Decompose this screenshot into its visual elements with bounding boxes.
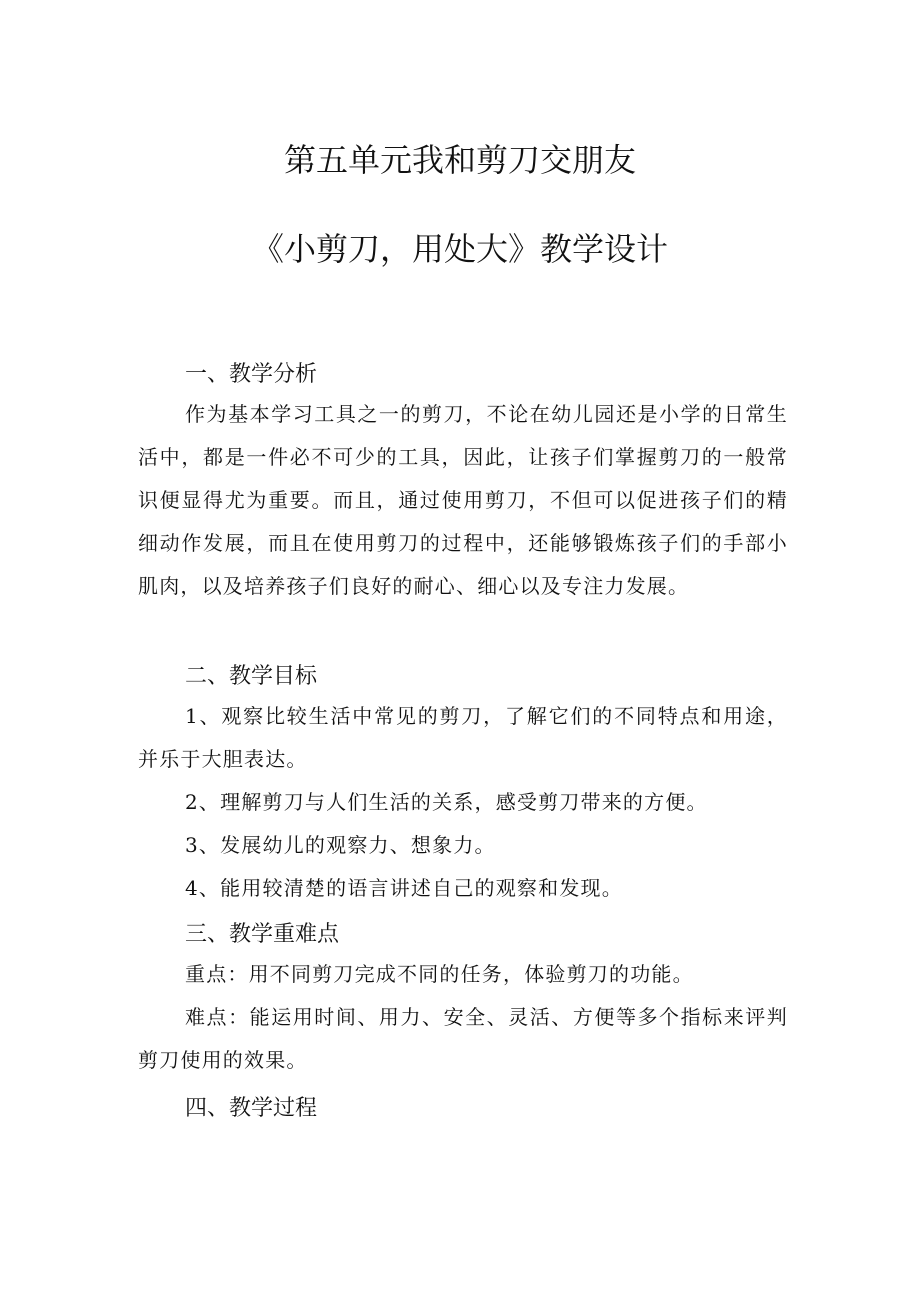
difficulty-text: 难点：能运用时间、用力、安全、灵活、方便等多个指标来评判剪刀使用的效果。 [138,1005,788,1072]
section-heading-key-points: 三、教学重难点 [185,922,340,947]
section-heading-objectives: 二、教学目标 [185,664,318,689]
lesson-title: 《小剪刀，用处大》教学设计 [251,230,668,268]
objective-item-4: 4、能用较清楚的语言讲述自己的观察和发现。 [185,876,623,900]
unit-title: 第五单元我和剪刀交朋友 [283,141,636,179]
objective-item-3: 3、发展幼儿的观察力、想象力。 [185,833,496,857]
objective-item-2: 2、理解剪刀与人们生活的关系，感受剪刀带来的方便。 [185,790,708,814]
objective-item-1: 1、观察比较生活中常见的剪刀，了解它们的不同特点和用途，并乐于大胆表达。 [138,704,788,771]
section-heading-analysis: 一、教学分析 [185,362,318,387]
analysis-paragraph: 作为基本学习工具之一的剪刀，不论在幼儿园还是小学的日常生活中，都是一件必不可少的工具，因此，让孩子们掌握剪刀的一般常识便显得尤为重要。而且，通过使用剪刀，不但可以促进孩子们的精细动作发展，而且在使用剪刀的过程中，还能够锻炼孩子们的手部小肌肉，以及培养孩子们良好的耐心、细心以及专注力发展。 [138,402,788,598]
key-point-text: 重点：用不同剪刀完成不同的任务，体验剪刀的功能。 [185,962,694,986]
section-heading-process: 四、教学过程 [185,1096,318,1121]
